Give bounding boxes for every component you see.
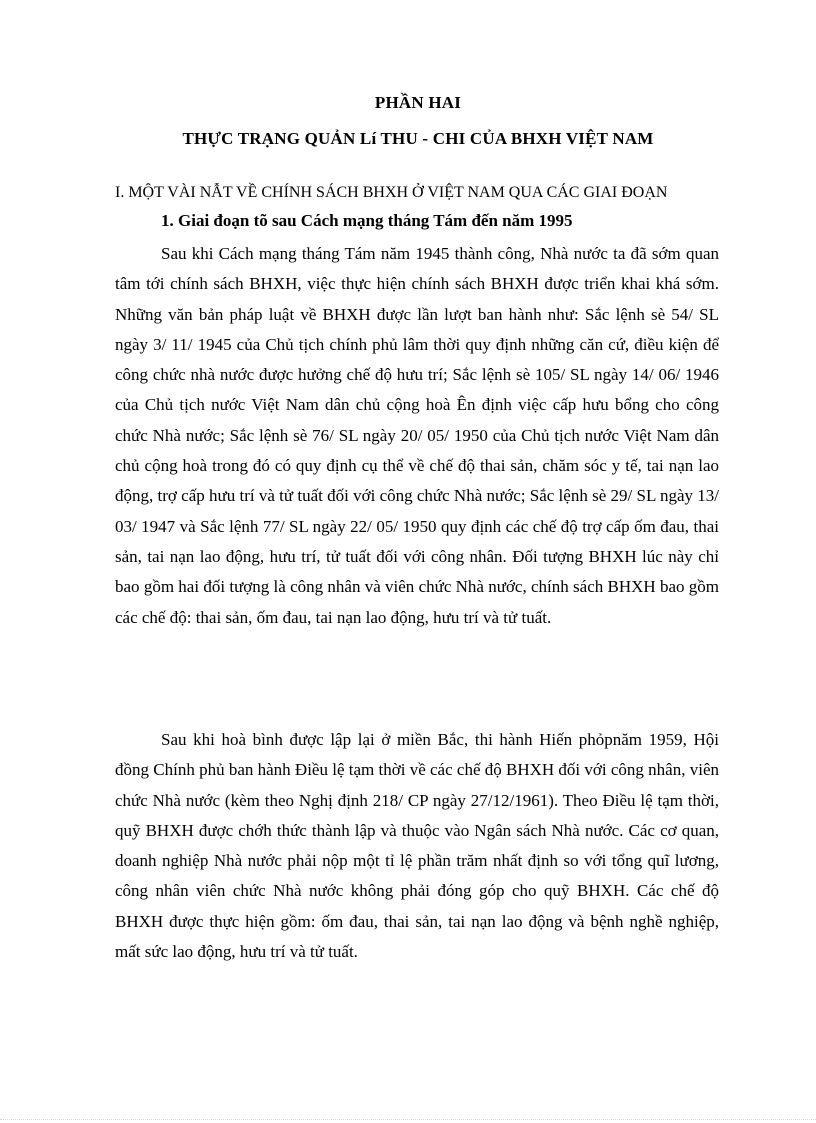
paragraph-2: Sau khi hoà bình được lập lại ở miền Bắc, thi hành Hiến phỏpnăm 1959, Hội đồng Chính phủ ban hành Điều lệ tạm thời về các chế độ BHXH đối với công nhân, viên chức Nhà nước (kèm theo Nghị định 218/ CP ngày 27/12/1961). Theo Điều lệ tạm thời, quỹ BHXH được chớh thức thành lập và thuộc vào Ngân sách Nhà nước. Các cơ quan, doanh nghiệp Nhà nước phải nộp một tỉ lệ phần trăm nhất định so với tổng quĩ lương, công nhân viên chức Nhà nước không phải đóng góp cho quỹ BHXH. Các chế độ BHXH được thực hiện gồm: ốm đau, thai sản, tai nạn lao động và bệnh nghề nghiệp, mất sức lao động, hưu trí và tử tuất. (115, 730, 719, 962)
sub-heading: 1. Giai đoạn tõ sau Cách mạng tháng Tám đến năm 1995 (161, 211, 573, 230)
page-bottom-divider (0, 1119, 816, 1120)
section-heading: I. MỘT VÀI NẪT VỀ CHÍNH SÁCH BHXH Ở VIỆT NAM QUA CÁC GIAI ĐOẠN (115, 184, 668, 201)
part-title: PHẦN HAI (374, 93, 462, 112)
paragraph-1: Sau khi Cách mạng tháng Tám năm 1945 thành công, Nhà nước ta đã sớm quan tâm tới chính sách BHXH, việc thực hiện chính sách BHXH được triển khai khá sớm. Những văn bản pháp luật về BHXH được lần lượt ban hành như: Sắc lệnh sè 54/ SL ngày 3/ 11/ 1945 của Chủ tịch chính phủ lâm thời quy định những căn cứ, điều kiện để công chức nhà nước được hưởng chế độ hưu trí; Sắc lệnh sè 105/ SL ngày 14/ 06/ 1946 của Chủ tịch nước Việt Nam dân chủ cộng hoà Ên định việc cấp hưu bổng cho công chức Nhà nước; Sắc lệnh sè 76/ SL ngày 20/ 05/ 1950 của Chủ tịch nước Việt Nam dân chủ cộng hoà trong đó có quy định cụ thể về chế độ thai sản, chăm sóc y tế, tai nạn lao động, trợ cấp hưu trí và tử tuất đối với công chức Nhà nước; Sắc lệnh sè 29/ SL ngày 13/ 03/ 1947 và Sắc lệnh 77/ SL ngày 22/ 05/ 1950 quy định các chế độ trợ cấp ốm đau, thai sản, tai nạn lao động, hưu trí, tử tuất đối với công nhân. Đối tượng BHXH lúc này chỉ bao gồm hai đối tượng là công nhân và viên chức Nhà nước, chính sách BHXH bao gồm các chế độ: thai sản, ốm đau, tai nạn lao động, hưu trí và tử tuất. (115, 244, 719, 627)
main-title: THỰC TRẠNG QUẢN Lí THU - CHI CỦA BHXH VIỆT NAM (182, 129, 654, 148)
